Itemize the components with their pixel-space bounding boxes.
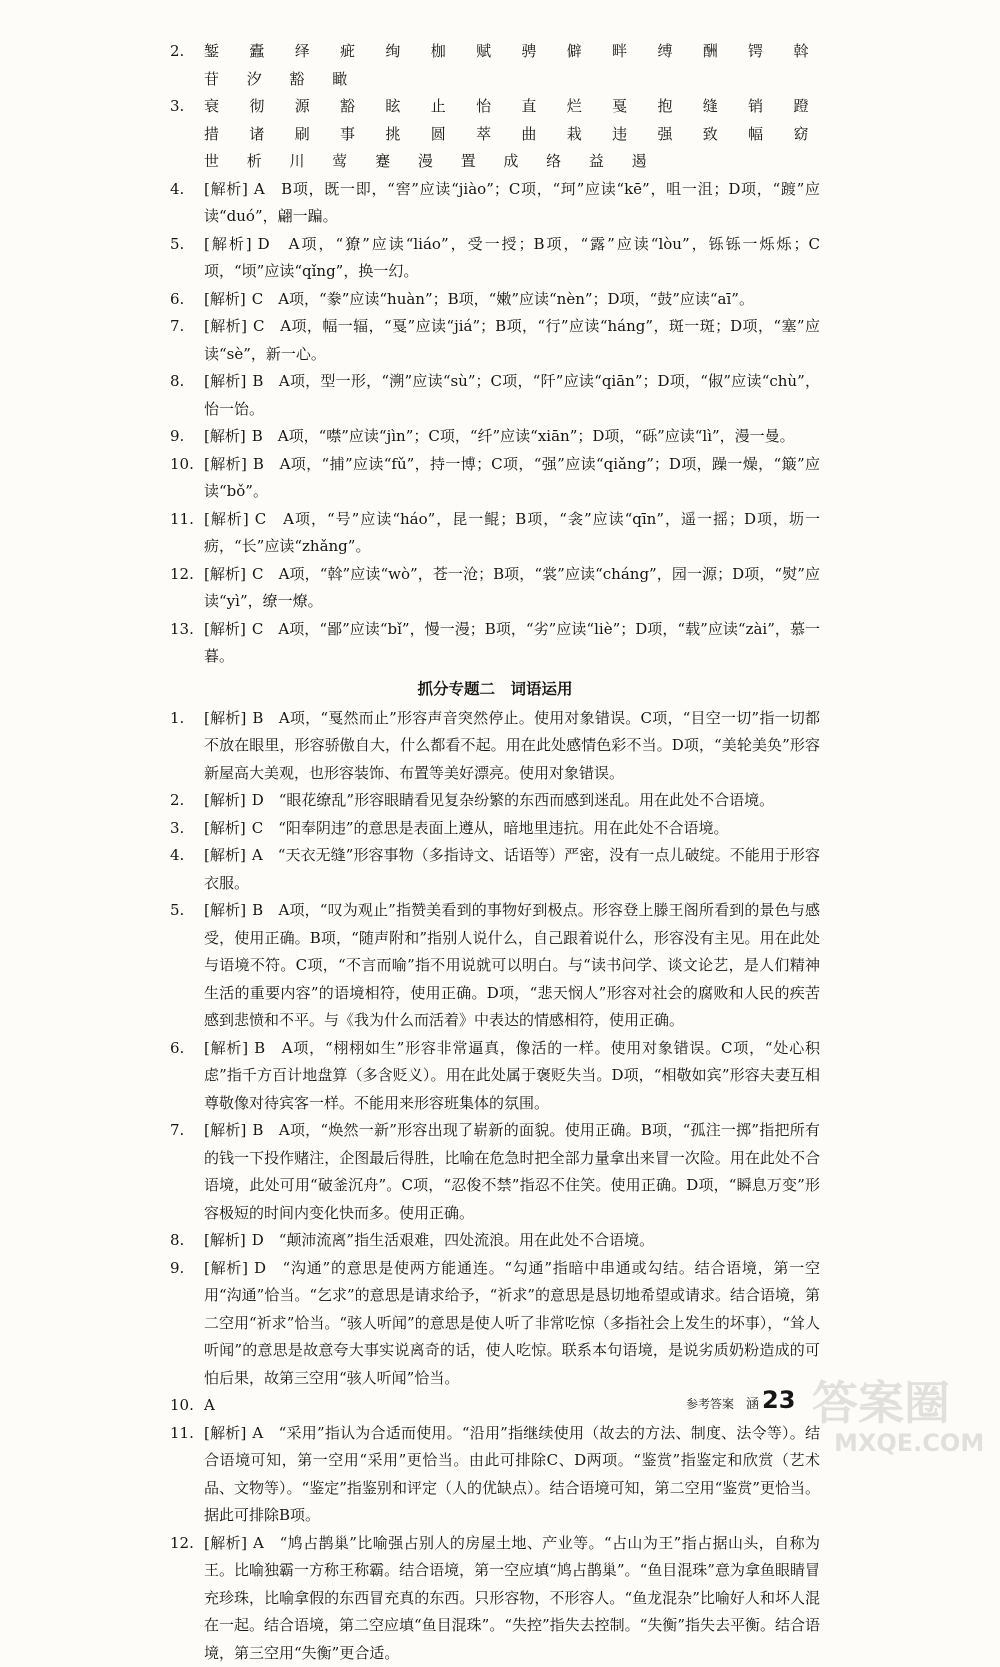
analysis-tag: [解析] xyxy=(204,791,246,809)
item-body xyxy=(204,423,820,451)
analysis-tag: [解析] xyxy=(204,180,248,198)
character-list: 衰 彻 源 豁 眩 止 怡 直 烂 戛 抱 缝 销 蹬 措 诸 刷 事 挑 圆 萃 曲 栽 违 强 致 幅 窈 世 析 川 莺 蹇 漫 置 成 络 益 遏 xyxy=(204,97,820,170)
item-number: 5. xyxy=(170,897,204,1035)
item-body xyxy=(204,1227,820,1255)
item-text: A B项，既一即，“窖”应读“jiào”；C项，“珂”应读“kē”，咀一沮；D项，“踱”应读“duó”，翩一蹁。 xyxy=(204,180,820,226)
item-number: 2. xyxy=(170,38,204,93)
item-number: 6. xyxy=(170,286,204,314)
item-body xyxy=(204,561,820,616)
answer-item xyxy=(170,286,820,314)
item-number: 4. xyxy=(170,176,204,231)
item-body xyxy=(204,897,820,1035)
item-text: B A项，型一形，“溯”应读“sù”；C项，“阡”应读“qiān”；D项，“俶”应读“chù”，怡一饴。 xyxy=(204,372,820,418)
item-number: 11. xyxy=(170,1420,204,1530)
analysis-tag: [解析] xyxy=(204,901,246,919)
section-heading: 抓分专题二 词语运用 xyxy=(170,675,820,703)
item-number: 4. xyxy=(170,842,204,897)
analysis-tag: [解析] xyxy=(204,427,246,445)
answer-item xyxy=(170,93,820,176)
item-text: B A项，“叹为观止”指赞美看到的事物好到极点。形容登上滕王阁所看到的景色与感受，使用正确。B项，“随声附和”指别人说什么，自己跟着说什么，形容没有主见。用在此处与语境不符。C项，“不言而喻”指不用说就可以明白。与“读书问学、谈文论艺，是人们精神生活的重要内容”的语境相符，使用正确。D项，“悲天悯人”形容对社会的腐败和人民的疾苦感到悲愤和不平。与《我为什么而活着》中表达的情感相符，使用正确。 xyxy=(204,901,820,1029)
item-number: 12. xyxy=(170,561,204,616)
item-number: 3. xyxy=(170,93,204,176)
item-text: B A项，“栩栩如生”形容非常逼真，像活的一样。使用对象错误。C项，“处心积虑”指千方百计地盘算（多含贬义）。用在此处属于褒贬失当。D项，“相敬如宾”形容夫妻互相尊敬像对待宾客一样。不能用来形容班集体的氛围。 xyxy=(204,1039,820,1112)
item-text: A “天衣无缝”形容事物（多指诗文、话语等）严密，没有一点儿破绽。不能用于形容衣服。 xyxy=(204,846,820,892)
item-body xyxy=(204,368,820,423)
item-text: C A项，“号”应读“háo”，昆一鲲；B项，“衾”应读“qīn”，遥一摇；D项，坜一疬，“长”应读“zhǎng”。 xyxy=(204,510,820,556)
answer-item xyxy=(170,231,820,286)
word-usage-section xyxy=(170,705,820,1667)
item-number: 8. xyxy=(170,1227,204,1255)
item-text: D “眼花缭乱”形容眼睛看见复杂纷繁的东西而感到迷乱。用在此处不合语境。 xyxy=(252,791,774,809)
item-body xyxy=(204,286,820,314)
item-body xyxy=(204,231,820,286)
item-body xyxy=(204,705,820,788)
item-number: 3. xyxy=(170,815,204,843)
answer-item xyxy=(170,897,820,1035)
answer-page xyxy=(170,38,820,1667)
item-body xyxy=(204,38,820,93)
item-number: 7. xyxy=(170,313,204,368)
analysis-tag: [解析] xyxy=(204,235,252,253)
pronunciation-section xyxy=(170,38,820,671)
item-number: 2. xyxy=(170,787,204,815)
item-text: D A项，“獠”应读“liáo”，受一授；B项，“露”应读“lòu”，铄铄一烁烁；C项，“顷”应读“qǐng”，换一幻。 xyxy=(204,235,820,281)
item-body xyxy=(204,787,820,815)
item-text: B A项，“噤”应读“jìn”；C项，“纤”应读“xiān”；D项，“砾”应读“lì”，漫一曼。 xyxy=(252,427,795,445)
item-number: 9. xyxy=(170,1255,204,1393)
answer-item xyxy=(170,38,820,93)
answer-item xyxy=(170,1420,820,1530)
item-body xyxy=(204,616,820,671)
answer-item xyxy=(170,176,820,231)
item-body xyxy=(204,1255,820,1393)
item-body xyxy=(204,1530,820,1667)
item-text: B A项，“戛然而止”形容声音突然停止。使用对象错误。C项，“目空一切”指一切都不放在眼里，形容骄傲自大，什么都看不起。用在此处感情色彩不当。D项，“美轮美奂”形容新屋高大美观，也形容装饰、布置等美好漂亮。使用对象错误。 xyxy=(204,709,820,782)
analysis-tag: [解析] xyxy=(204,819,246,837)
item-text: D “沟通”的意思是使两方能通连。“勾通”指暗中串通或勾结。结合语境，第一空用“沟通”恰当。“乞求”的意思是请求给予，“祈求”的意思是恳切地希望或请求。结合语境，第二空用“祈求”恰当。“骇人听闻”的意思是使人听了非常吃惊（多指社会上发生的坏事），“耸人听闻”的意思是故意夸大事实说离奇的话，使人吃惊。联系本句语境，是说劣质奶粉造成的可怕后果，故第三空用“骇人听闻”恰当。 xyxy=(204,1259,820,1387)
item-number: 11. xyxy=(170,506,204,561)
answer-item xyxy=(170,1035,820,1118)
item-text: B A项，“焕然一新”形容出现了崭新的面貌。使用正确。B项，“孤注一掷”指把所有的钱一下投作赌注，企图最后得胜，比喻在危急时把全部力量拿出来冒一次险。用在此处不合语境，此处可用“破釜沉舟”。C项，“忍俊不禁”指忍不住笑。使用正确。D项，“瞬息万变”形容极短的时间内变化快而多。使用正确。 xyxy=(204,1121,820,1222)
answer-item xyxy=(170,506,820,561)
item-body xyxy=(204,506,820,561)
item-body xyxy=(204,815,820,843)
analysis-tag: [解析] xyxy=(204,1534,247,1552)
analysis-tag: [解析] xyxy=(204,455,247,473)
footer-label: 参考答案 xyxy=(686,1395,734,1412)
analysis-tag: [解析] xyxy=(204,846,246,864)
item-number: 1. xyxy=(170,705,204,788)
item-text: C “阳奉阴违”的意思是表面上遵从，暗地里违抗。用在此处不合语境。 xyxy=(252,819,729,837)
item-body xyxy=(204,1117,820,1227)
item-number: 9. xyxy=(170,423,204,451)
answer-item xyxy=(170,423,820,451)
item-body xyxy=(204,176,820,231)
answer-item xyxy=(170,616,820,671)
analysis-tag: [解析] xyxy=(204,372,246,390)
footer-mark: 涵 xyxy=(746,1393,759,1412)
answer-item xyxy=(170,815,820,843)
watermark-logo xyxy=(812,1376,987,1468)
answer-item xyxy=(170,1530,820,1667)
item-text: A xyxy=(204,1396,215,1414)
page-footer xyxy=(686,1386,795,1414)
item-text: A “采用”指认为合适而使用。“沿用”指继续使用（故去的方法、制度、法令等）。结合语境可知，第一空用“采用”更恰当。由此可排除C、D两项。“鉴赏”指鉴定和欣赏（艺术品、文物等）。“鉴定”指鉴别和评定（人的优缺点）。结合语境可知，第二空用“鉴赏”更恰当。据此可排除B项。 xyxy=(204,1424,820,1525)
item-text: C A项，“鄙”应读“bǐ”，慢一漫；B项，“劣”应读“liè”；D项，“载”应读“zài”，慕一暮。 xyxy=(204,620,820,666)
analysis-tag: [解析] xyxy=(204,1259,248,1277)
answer-item xyxy=(170,1227,820,1255)
analysis-tag: [解析] xyxy=(204,1424,246,1442)
item-text: C A项，幅一辐，“戛”应读“jiá”；B项，“行”应读“háng”，斑一斑；D项，“塞”应读“sè”，新一心。 xyxy=(204,317,820,363)
item-number: 6. xyxy=(170,1035,204,1118)
answer-item xyxy=(170,1255,820,1393)
analysis-tag: [解析] xyxy=(204,709,246,727)
item-text: A “鸠占鹊巢”比喻强占别人的房屋土地、产业等。“占山为王”指占据山头，自称为王。比喻独霸一方称王称霸。结合语境，第一空应填“鸠占鹊巢”。“鱼目混珠”意为拿鱼眼睛冒充珍珠，比喻拿假的东西冒充真的东西。只形容物，不形容人。“鱼龙混杂”比喻好人和坏人混在一起。结合语境，第二空应填“鱼目混珠”。“失控”指失去控制。“失衡”指失去平衡。结合语境，第三空用“失衡”更合适。 xyxy=(204,1534,820,1662)
analysis-tag: [解析] xyxy=(204,1121,246,1139)
item-text: D “颠沛流离”指生活艰难，四处流浪。用在此处不合语境。 xyxy=(252,1231,654,1249)
item-number: 10. xyxy=(170,1392,204,1420)
item-text: C A项，“豢”应读“huàn”；B项，“嫩”应读“nèn”；D项，“鼓”应读“aī”。 xyxy=(252,290,754,308)
item-number: 12. xyxy=(170,1530,204,1667)
analysis-tag: [解析] xyxy=(204,510,249,528)
watermark-url: MXQE.COM xyxy=(834,1430,987,1456)
answer-item xyxy=(170,561,820,616)
item-body xyxy=(204,451,820,506)
item-body xyxy=(204,93,820,176)
item-text: B A项，“捕”应读“fǔ”，持一博；C项，“强”应读“qiǎng”；D项，躁一燥，“簸”应读“bǒ”。 xyxy=(204,455,820,501)
item-body xyxy=(204,313,820,368)
page-number: 23 xyxy=(762,1386,795,1414)
analysis-tag: [解析] xyxy=(204,620,246,638)
item-number: 7. xyxy=(170,1117,204,1227)
answer-item xyxy=(170,1117,820,1227)
answer-item xyxy=(170,368,820,423)
analysis-tag: [解析] xyxy=(204,290,246,308)
answer-item xyxy=(170,705,820,788)
item-body xyxy=(204,842,820,897)
answer-item xyxy=(170,842,820,897)
item-body xyxy=(204,1420,820,1530)
item-number: 8. xyxy=(170,368,204,423)
analysis-tag: [解析] xyxy=(204,1231,246,1249)
item-number: 5. xyxy=(170,231,204,286)
item-number: 10. xyxy=(170,451,204,506)
character-list: 錾 蠹 绎 疵 绚 枷 赋 骋 僻 畔 缚 酬 锷 斡 苷 汐 豁 瞰 xyxy=(204,42,820,88)
watermark-text: 答案圈 xyxy=(812,1376,987,1430)
item-number: 13. xyxy=(170,616,204,671)
analysis-tag: [解析] xyxy=(204,317,247,335)
item-text: C A项，“斡”应读“wò”，苍一沧；B项，“裳”应读“cháng”，园一源；D项，“熨”应读“yì”，缭一燎。 xyxy=(204,565,820,611)
analysis-tag: [解析] xyxy=(204,565,246,583)
answer-item xyxy=(170,451,820,506)
answer-item xyxy=(170,313,820,368)
analysis-tag: [解析] xyxy=(204,1039,248,1057)
answer-item xyxy=(170,787,820,815)
item-body xyxy=(204,1035,820,1118)
